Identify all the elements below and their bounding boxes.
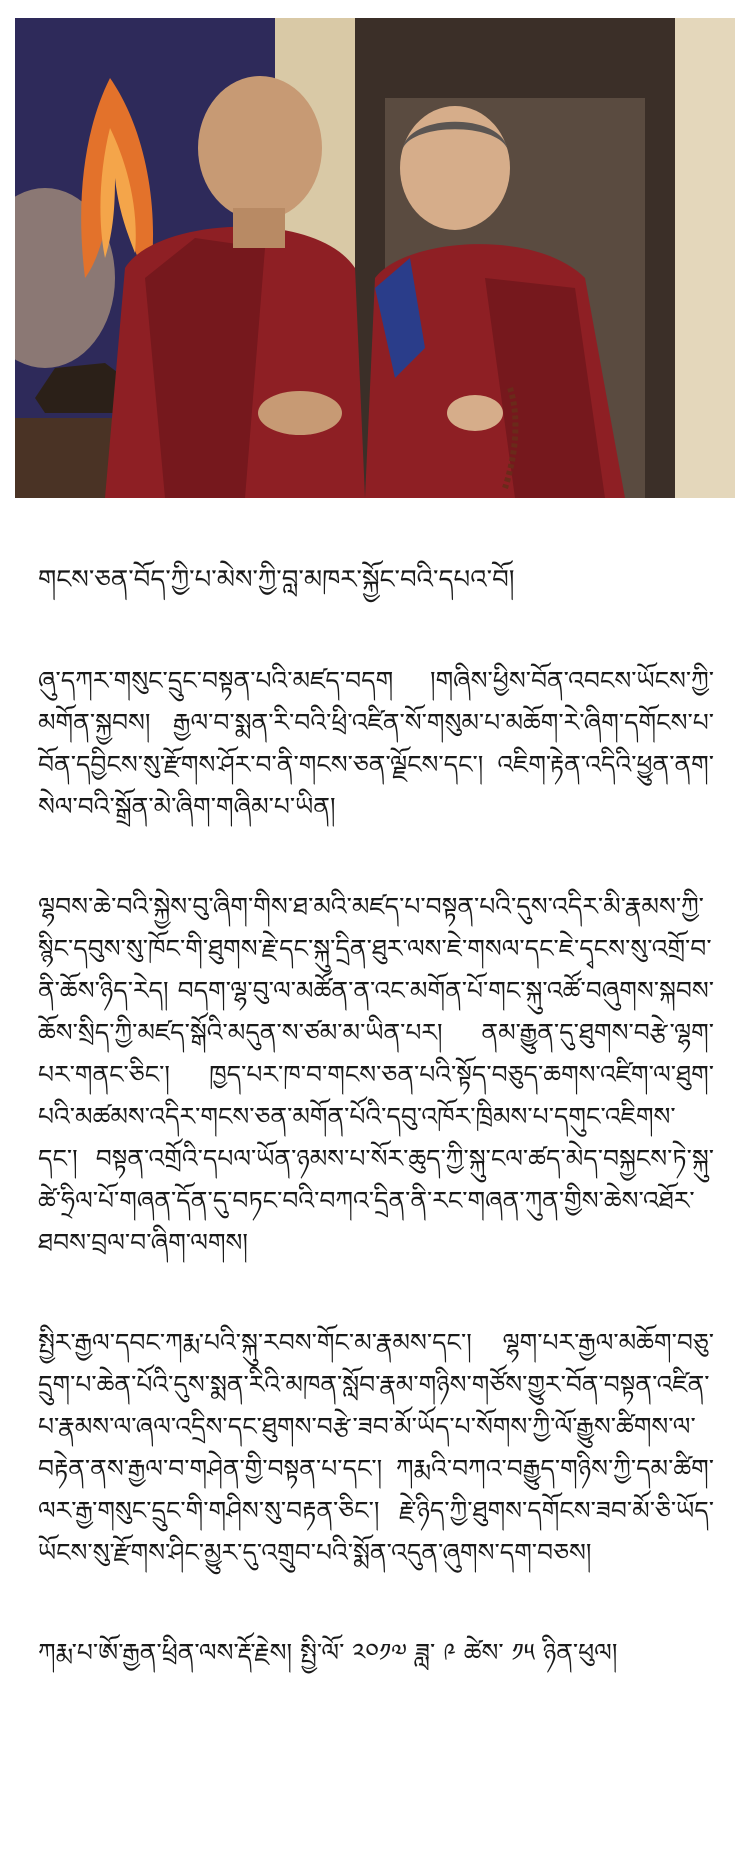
portrait-photo: [15, 18, 735, 498]
article-title: གངས་ཅན་བོད་ཀྱི་པ་མེས་ཀྱི་བླ་མཁར་སྐྱོང་བའི་དཔའ་བོ།: [38, 565, 515, 595]
left-robe-shade: [145, 238, 265, 498]
paragraph-1: ཞུ་དཀར་གསུང་དྲུང་བསྟན་པའི་མཛད་བདག །གཞིས་ཕྱིས་བོན་འབངས་ཡོངས་ཀྱི་མགོན་སྐྱབས། རྒྱལ་བ་སྨན་རི་བའི་ཕྲི་འཛིན་སོ་གསུམ་པ་མཆོག་རེ་ཞིག་དགོངས་པ་བོན་དབྱིངས་སུ་རྫོགས་ཤོར་བ་ནི་གངས་ཅན་ལྗོངས་དང་། འཇིག་རྟེན་འདིའི་ཕྱུན་ནག་སེལ་བའི་སྒྲོན་མེ་ཞིག་གཞིམ་པ་ཡིན།: [38, 666, 714, 821]
right-wall-strip: [675, 18, 735, 498]
left-monk-head: [198, 76, 322, 220]
article: [38, 560, 714, 1674]
portrait-photo-icon: [15, 18, 735, 498]
right-monk-hand: [447, 395, 503, 431]
signature-line: ཀརྨ་པ་ཨོ་རྒྱན་ཕྲིན་ལས་རྡོ་རྗེས། སྤྱི་ལོ་ ༢༠༡༧ ཟླ་ ༩ ཚེས་ ༡༥ ཉིན་ཕུལ།: [38, 1638, 618, 1667]
paragraph-3: སྤྱིར་རྒྱལ་དབང་ཀརྨ་པའི་སྐུ་རབས་གོང་མ་རྣམས་དང་། ལྷག་པར་རྒྱལ་མཆོག་བཅུ་དྲུག་པ་ཆེན་པོའི་དུས་སྨན་རིའི་མཁན་སློབ་རྣམ་གཉིས་གཙོས་གྱུར་བོན་བསྟན་འཛིན་པ་རྣམས་ལ་ཞལ་འདྲིས་དང་ཐུགས་བརྩེ་ཟབ་མོ་ཡོད་པ་སོགས་ཀྱི་ལོ་རྒྱུས་ཚིགས་ལ་བརྟེན་ནས་རྒྱལ་བ་གཤེན་གྱི་བསྟན་པ་དང་། ཀརྨའི་བཀའ་བརྒྱུད་གཉིས་ཀྱི་དམ་ཚིག་ལར་རྒྱ་གསུང་དྲུང་གི་གཤིས་སུ་བརྟན་ཅིང་། རྗེ་ཉིད་ཀྱི་ཐུགས་དགོངས་ཟབ་མོ་ཅི་ཡོད་ཡོངས་སུ་རྫོགས་ཤིང་མྱུར་དུ་འགྲུབ་པའི་སྨོན་འདུན་ཞུགས་དག་བཅས།: [38, 1328, 714, 1567]
left-monk-neck: [233, 208, 285, 248]
paragraph-2: ལྷབས་ཆེ་བའི་སྐྱེས་བུ་ཞིག་གིས་ཐ་མའི་མཛད་པ་བསྟན་པའི་དུས་འདིར་མི་རྣམས་ཀྱི་སྙིང་དབུས་སུ་ཁོང་གི་ཐུགས་རྗེ་དང་སྐུ་དྲིན་ཐུར་ལས་ཇེ་གསལ་དང་ཇེ་དྭངས་སུ་འགྲོ་བ་ནི་ཆོས་ཉིད་རེད། བདག་ལྷ་བུ་ལ་མཚོན་ན་འང་མགོན་པོ་གང་སྐུ་འཚོ་བཞུགས་སྐབས་ཆོས་སྲིད་ཀྱི་མཛད་སྒོའི་མདུན་ས་ཙམ་མ་ཡིན་པར། ནམ་རྒྱུན་དུ་ཐུགས་བརྩེ་ལྷག་པར་གནང་ཅིང་། ཁྱད་པར་ཁ་བ་གངས་ཅན་པའི་སྟོད་བཅུད་ཆགས་འཛིག་ལ་ཐུག་པའི་མཚམས་འདིར་གངས་ཅན་མགོན་པོའི་དབུ་འཁོར་ཁྲིམས་པ་དགུང་འཇིགས་དང་། བསྟན་འགྲོའི་དཔལ་ཡོན་ཉམས་པ་སོར་ཆུད་ཀྱི་སྐུ་ངལ་ཚད་མེད་བསྐྱངས་ཏེ་སྐུ་ཚེ་ཧྲིལ་པོ་གཞན་དོན་དུ་བཏང་བའི་བཀའ་དྲིན་ནི་རང་གཞན་ཀུན་གྱིས་ཆེས་འཐོར་ཐབས་བྲལ་བ་ཞིག་ལགས།: [38, 892, 714, 1257]
handshake: [258, 391, 342, 435]
